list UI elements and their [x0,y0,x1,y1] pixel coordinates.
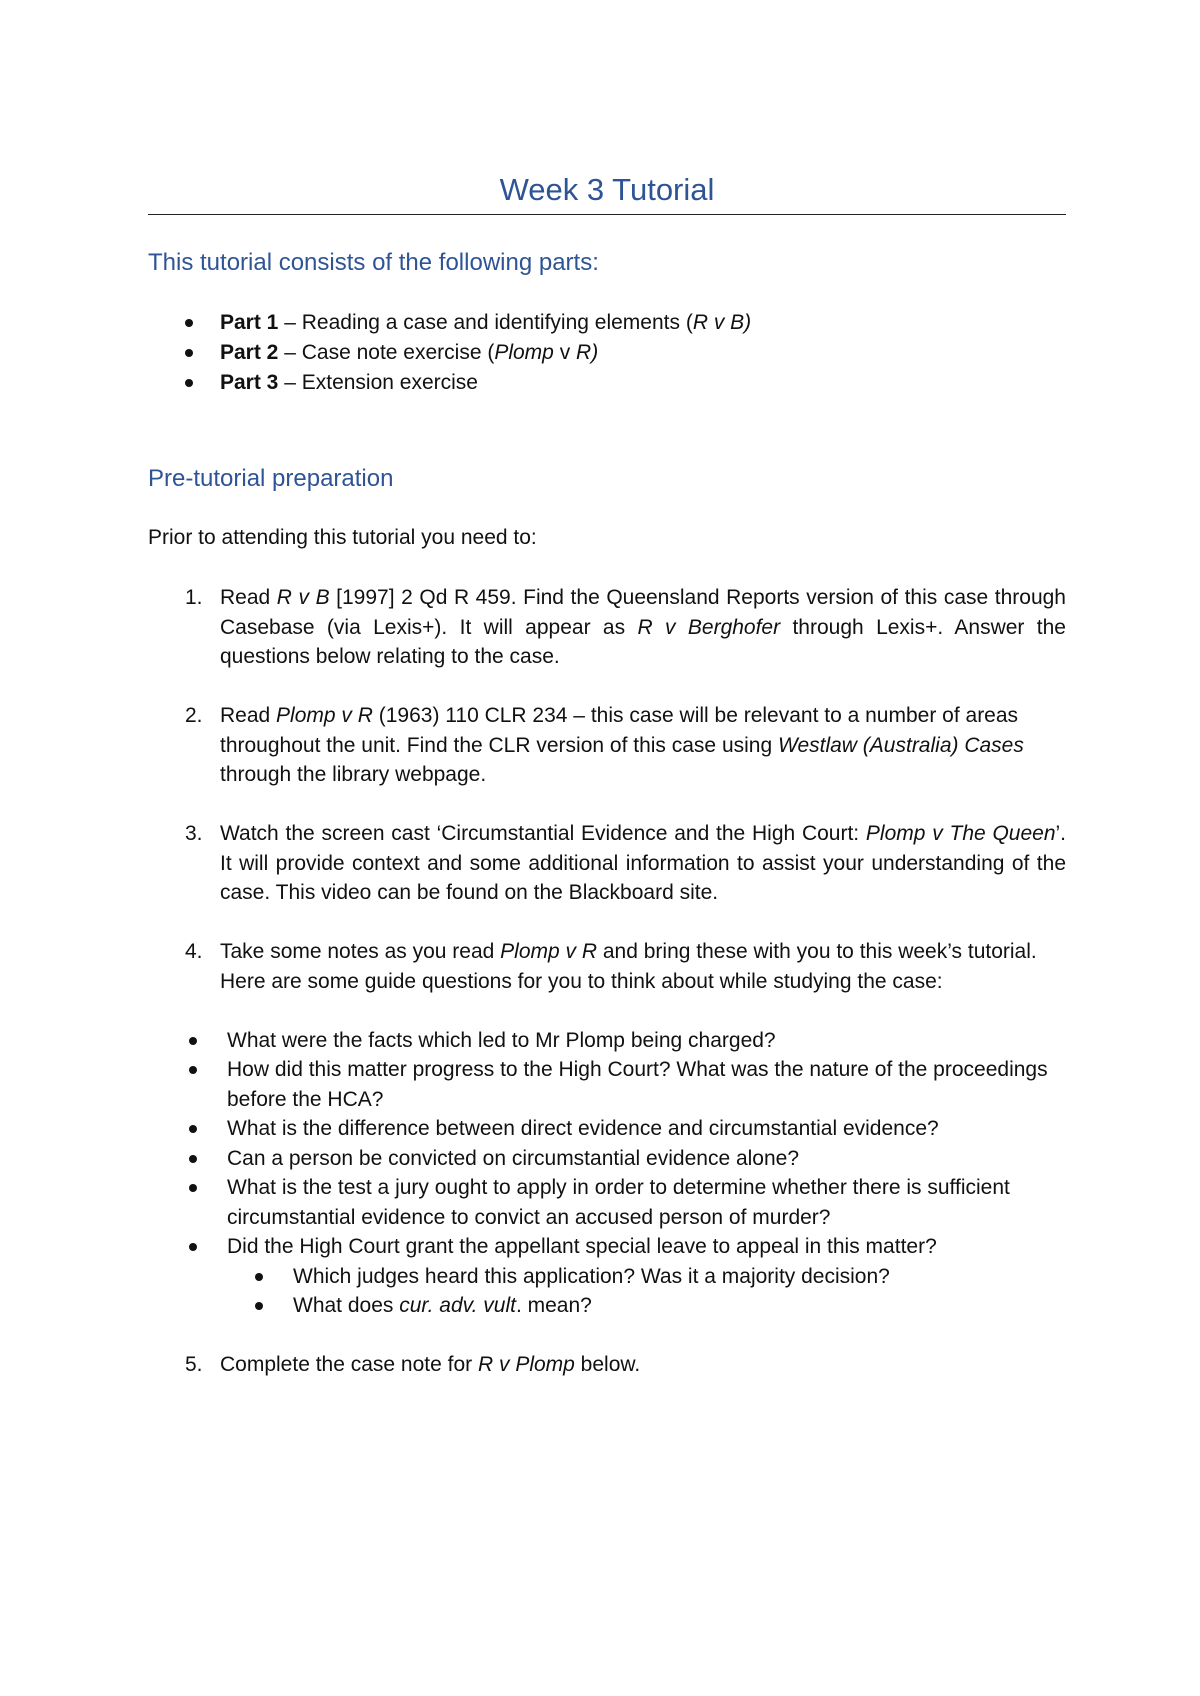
bullet-icon [185,319,193,327]
list-item: Part 2 – Case note exercise (Plomp v R) [148,338,751,368]
list-item: What is the test a jury ought to apply in order to determine whether there is sufficient circumstantial evidence to convict an accused person of murder? [148,1173,1066,1232]
guide-questions [148,1026,1066,1321]
guide-questions-list [148,1026,1066,1321]
list-item: What does cur. adv. vult. mean? [148,1291,1066,1321]
bullet-icon [185,349,193,357]
bullet-icon [189,1155,197,1163]
bullet-icon [189,1066,197,1074]
intro-text: Prior to attending this tutorial you need to: [148,526,537,549]
list-item: How did this matter progress to the High Court? What was the nature of the proceedings before the HCA? [148,1055,1066,1114]
list-item: What were the facts which led to Mr Plomp being charged? [148,1026,1066,1056]
step-2: 2. Read Plomp v R (1963) 110 CLR 234 – this case will be relevant to a number of areas throughout the unit. Find the CLR version of this case using Westlaw (Australia) Cases through the library webpage. [185,704,1024,786]
parts-heading: This tutorial consists of the following parts: [148,249,599,276]
parts-list [148,308,751,398]
list-item: Part 1 – Reading a case and identifying elements (R v B) [148,308,751,338]
bullet-icon [255,1302,263,1310]
bullet-icon [189,1125,197,1133]
list-item: Did the High Court grant the appellant special leave to appeal in this matter? Which judges heard this application? Was it a majority decision? What does cur. adv. vult. mean? [148,1232,1066,1321]
page-title: Week 3 Tutorial [148,172,1066,215]
list-item: Can a person be convicted on circumstantial evidence alone? [148,1144,1066,1174]
bullet-icon [189,1037,197,1045]
step-5: 5. Complete the case note for R v Plomp below. [185,1353,641,1376]
steps-list [148,583,1066,1380]
list-item: What is the difference between direct evidence and circumstantial evidence? [148,1114,1066,1144]
bullet-icon [189,1243,197,1251]
bullet-icon [255,1273,263,1281]
step-1: 1. Read R v B [1997] 2 Qd R 459. Find the Queensland Reports version of this case through Casebase (via Lexis+). It will appear as R v Berghofer through Lexis+. Answer the questions below relating to the case. [185,586,1066,668]
bullet-icon [189,1184,197,1192]
step-4: 4. Take some notes as you read Plomp v R and bring these with you to this week’s tutorial. Here are some guide questions for you to think about while studying the case: [185,940,1037,993]
step-3: 3. Watch the screen cast ‘Circumstantial Evidence and the High Court: Plomp v The Queen’. It will provide context and some additional information to assist your understanding of the case. This video can be found on the Blackboard site. [185,822,1067,904]
bullet-icon [185,379,193,387]
list-item: Part 3 – Extension exercise [148,368,751,398]
list-item: Which judges heard this application? Was it a majority decision? [148,1262,1066,1292]
section-heading-prep: Pre-tutorial preparation [148,465,394,492]
sub-questions-list [227,1262,1066,1321]
